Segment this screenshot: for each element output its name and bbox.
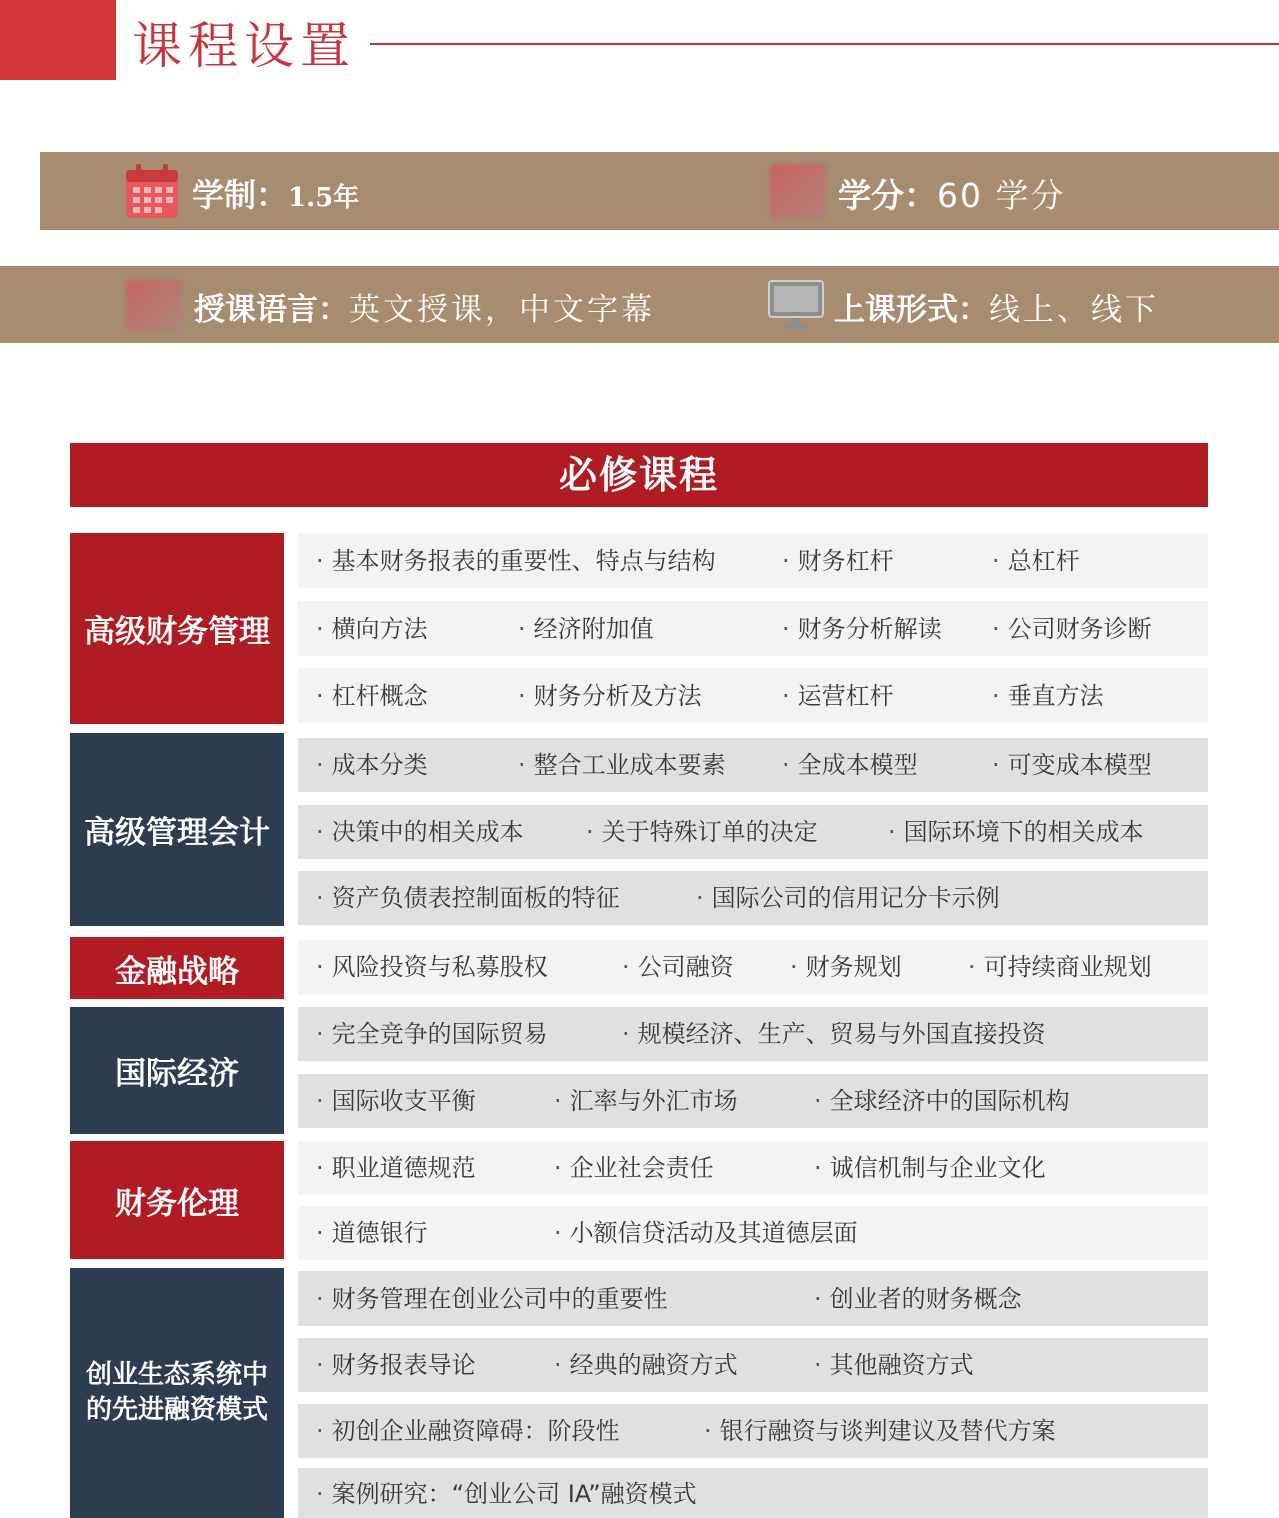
category-financial-strategy [70,937,284,999]
category-advanced-management-accounting [70,733,284,926]
duration-info [192,170,359,216]
course-item: · 财务管理在创业公司中的重要性 [316,1287,668,1311]
course-item: · 可持续商业规划 [968,955,1152,979]
category-label-line2: 的先进融资模式 [85,1395,268,1425]
course-item: · 决策中的相关成本 [316,820,524,844]
course-item: · 财务规划 [790,955,902,979]
course-row [298,805,1208,859]
course-item: · 风险投资与私募股权 [316,955,548,979]
category-label: 高级管理会计 [84,815,270,851]
header-accent-block [0,0,116,80]
duration-value: 1.5年 [288,183,360,213]
course-row [298,1404,1208,1458]
category-label-line1: 创业生态系统中 [85,1359,268,1390]
duration-label: 学制： [192,176,289,214]
course-row [298,1007,1208,1061]
course-item: · 企业社会责任 [554,1156,714,1180]
category-advanced-financial-management [70,533,284,724]
course-item: · 财务杠杆 [782,549,894,573]
course-item: · 可变成本模型 [992,753,1152,777]
course-item: · 成本分类 [316,753,428,777]
course-row [298,871,1208,925]
course-row [298,668,1208,723]
course-item: · 公司融资 [622,955,734,979]
course-item: · 财务报表导论 [316,1353,476,1377]
course-item: · 初创企业融资障碍：阶段性 [316,1419,620,1443]
required-courses-banner: 必修课程 [70,443,1208,507]
course-item: · 汇率与外汇市场 [554,1089,738,1113]
course-item: · 运营杠杆 [782,684,894,708]
header-divider [370,43,1279,45]
monitor-icon [766,278,826,332]
course-row [298,533,1208,588]
credits-value: 60 学分 [937,176,1066,215]
page-title: 课程设置 [132,17,356,75]
language-label: 授课语言： [194,292,349,328]
course-row [298,1206,1208,1260]
course-item: · 公司财务诊断 [992,617,1152,641]
course-row [298,738,1208,792]
category-international-economics [70,1007,284,1134]
credits-info [838,170,1065,217]
course-item: · 经典的融资方式 [554,1353,738,1377]
credits-label: 学分： [838,176,937,215]
course-item: · 全球经济中的国际机构 [814,1089,1070,1113]
course-item: · 道德银行 [316,1221,428,1245]
course-item: · 资产负债表控制面板的特征 [316,886,620,910]
course-item: · 规模经济、生产、贸易与外国直接投资 [622,1022,1046,1046]
course-item: · 职业道德规范 [316,1156,476,1180]
format-info [834,284,1159,329]
category-label: 高级财务管理 [84,614,270,650]
course-item: · 整合工业成本要素 [518,753,726,777]
category-label: 财务伦理 [115,1185,239,1222]
course-item: · 财务分析及方法 [518,684,702,708]
course-item: · 银行融资与谈判建议及替代方案 [704,1419,1056,1443]
course-item: · 完全竞争的国际贸易 [316,1022,548,1046]
course-row [298,1338,1208,1392]
course-item: · 其他融资方式 [814,1353,974,1377]
language-value: 英文授课，中文字幕 [349,292,655,328]
course-item: · 总杠杆 [992,549,1080,573]
course-item: · 垂直方法 [992,684,1104,708]
course-row [298,940,1208,995]
category-financial-ethics [70,1141,284,1259]
category-startup-financing-models [70,1268,284,1518]
credit-icon [770,164,826,218]
language-info [194,284,655,329]
category-label: 国际经济 [115,1056,239,1092]
course-item: · 横向方法 [316,617,428,641]
course-item: · 关于特殊订单的决定 [586,820,818,844]
course-row [298,601,1208,656]
course-item: · 经济附加值 [518,617,654,641]
course-item: · 国际收支平衡 [316,1089,476,1113]
course-item: · 杠杆概念 [316,684,428,708]
course-row [298,1468,1208,1518]
language-icon [126,280,182,330]
course-item: · 基本财务报表的重要性、特点与结构 [316,549,716,573]
course-item: · 小额信贷活动及其道德层面 [554,1221,858,1245]
course-item: · 国际公司的信用记分卡示例 [696,886,1000,910]
calendar-icon [124,162,180,220]
category-label: 金融战略 [115,953,239,990]
format-value: 线上、线下 [989,292,1159,328]
course-row [298,1271,1208,1326]
course-item: · 创业者的财务概念 [814,1287,1022,1311]
course-row [298,1074,1208,1128]
course-item: · 诚信机制与企业文化 [814,1156,1046,1180]
course-item: · 全成本模型 [782,753,918,777]
course-row [298,1141,1208,1195]
course-item: · 案例研究：“创业公司 IA”融资模式 [316,1482,697,1506]
course-item: · 财务分析解读 [782,617,942,641]
course-item: · 国际环境下的相关成本 [888,820,1144,844]
format-label: 上课形式： [834,292,989,328]
